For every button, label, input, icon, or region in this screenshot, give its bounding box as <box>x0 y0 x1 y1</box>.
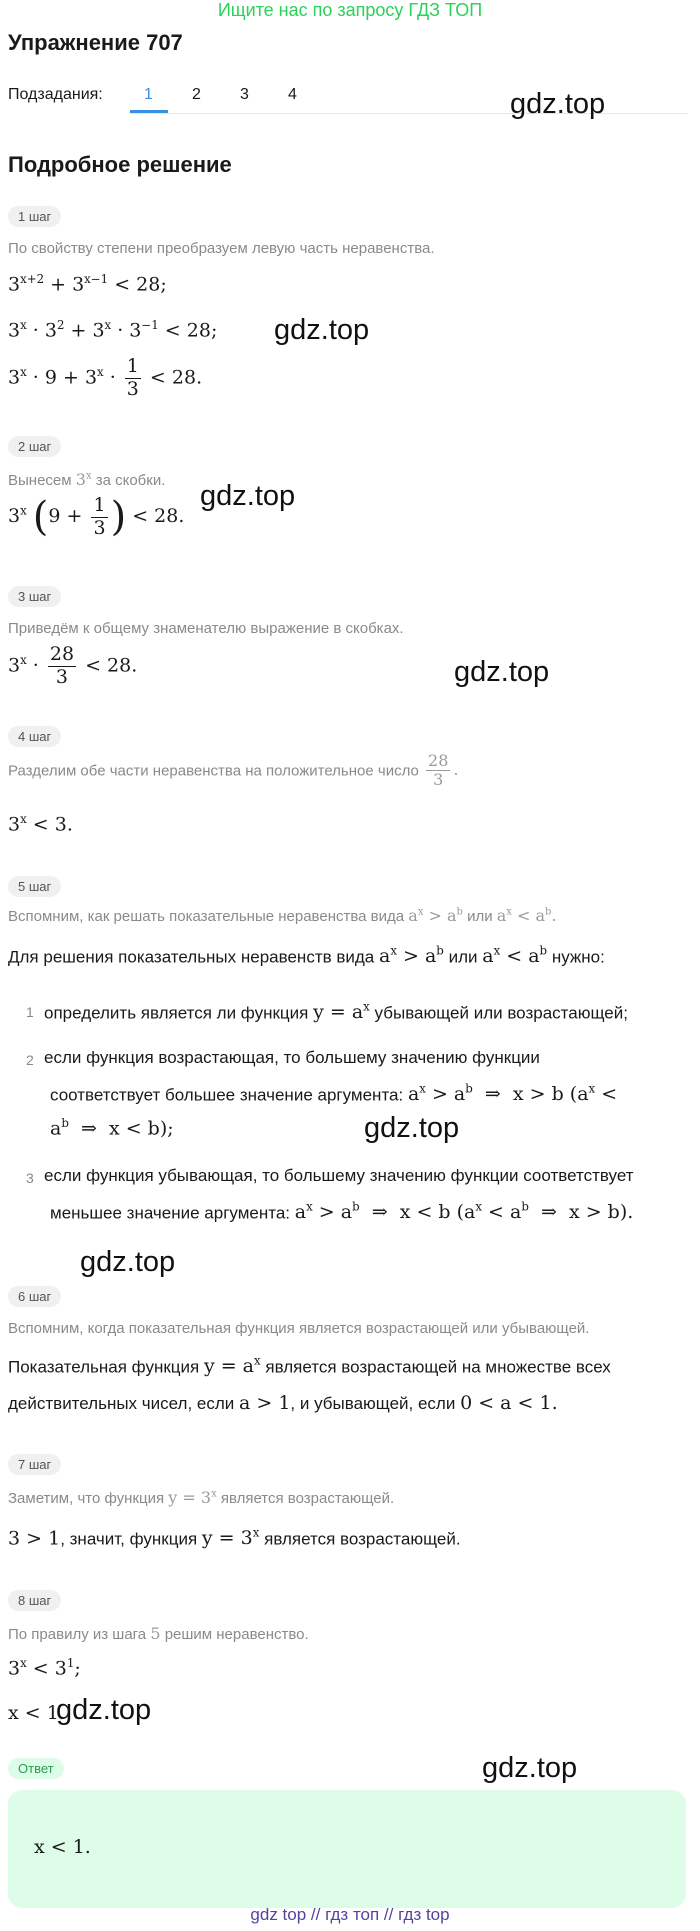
math-line: 3$^x$ (9 + $\frac{1}{3}$ ) < 28. <box>8 493 185 540</box>
step-badge: 8 шаг <box>8 1590 61 1611</box>
list-number: 1 <box>26 1004 34 1020</box>
watermark: gdz.top <box>274 314 370 346</box>
step-note: По свойству степени преобразуем левую часть неравенства. <box>8 240 435 257</box>
answer-box <box>8 1790 686 1908</box>
step-badge: 2 шаг <box>8 436 61 457</box>
step-note: Разделим обе части неравенства на положительное число $\frac{28}{3}$ . <box>8 751 459 790</box>
watermark: gdz.top <box>56 1694 152 1726</box>
math-line: $3^{x+2} + 3^{x-1} < 28$; <box>8 272 167 296</box>
step-badge: 6 шаг <box>8 1286 61 1307</box>
math-line: $3^x$ · $\frac{28}{3}$ < 28. <box>8 643 138 688</box>
tab-subtask-3[interactable]: 3 <box>240 86 249 103</box>
step-note: По правилу из шага 5 решим неравенство. <box>8 1624 309 1643</box>
step-note: Заметим, что функция $y = 3^x$ является возрастающей. <box>8 1488 395 1507</box>
step-badge: 4 шаг <box>8 726 61 747</box>
subtasks-label: Подзадания: <box>8 86 103 103</box>
step-badge: 3 шаг <box>8 586 61 607</box>
math-line: $a^b$ ⇒ x < b); <box>50 1116 174 1140</box>
math-line: $3^x \cdot 3^2 + 3^x \cdot 3^{-1} < 28$; <box>8 318 218 342</box>
step-note: Приведём к общему знаменателю выражение в скобках. <box>8 620 404 637</box>
step-text: Для решения показательных неравенств вида $a^x > a^b$ или $a^x < a^b$ нужно: <box>8 944 605 968</box>
watermark: gdz.top <box>454 656 550 688</box>
page-title: Упражнение 707 <box>8 30 183 55</box>
list-number: 3 <box>26 1170 34 1186</box>
math-line: $3^x < 3$. <box>8 812 73 836</box>
watermark: gdz.top <box>200 480 296 512</box>
footer-links[interactable]: gdz top // гдз топ // гдз top <box>250 1905 450 1924</box>
step-text: Показательная функция $y = a^x$ является возрастающей на множестве всех <box>8 1354 611 1378</box>
step-note: Вынесем 3$^x$ за скобки. <box>8 470 166 489</box>
watermark: gdz.top <box>510 88 606 120</box>
tab-subtask-2[interactable]: 2 <box>192 86 201 103</box>
math-line: x < 1. <box>8 1702 65 1724</box>
list-item: меньшее значение аргумента: $a^x > a^b$ ⇒ x < b ($a^x < a^b$ ⇒ x > b). <box>50 1200 634 1224</box>
watermark: gdz.top <box>364 1112 460 1144</box>
list-number: 2 <box>26 1052 34 1068</box>
list-item: если функция возрастающая, то большему значению функции <box>44 1048 540 1067</box>
list-item: соответствует большее значение аргумента: $a^x > a^b$ ⇒ x > b ($a^x$ < <box>50 1082 618 1106</box>
step-note: Вспомним, как решать показательные неравенства вида $a^x > a^b$ или $a^x < a^b$. <box>8 906 557 925</box>
step-note: Вспомним, когда показательная функция является возрастающей или убывающей. <box>8 1320 590 1337</box>
tab-subtask-4[interactable]: 4 <box>288 86 297 103</box>
step-badge: 7 шаг <box>8 1454 61 1475</box>
search-banner: Ищите нас по запросу ГДЗ ТОП <box>217 0 483 20</box>
step-text: 3 > 1, значит, функция $y = 3^x$ является возрастающей. <box>8 1526 461 1550</box>
step-badge: 5 шаг <box>8 876 61 897</box>
list-item: если функция убывающая, то большему значению функции соответствует <box>44 1166 634 1185</box>
tab-subtask-1[interactable]: 1 <box>144 86 153 103</box>
section-title: Подробное решение <box>8 152 232 177</box>
math-line: $3^x \cdot 9 + 3^x$ · $\frac{1}{3}$ < 28. <box>8 355 203 400</box>
math-line: $3^x < 3^1$; <box>8 1656 81 1680</box>
step-badge: 1 шаг <box>8 206 61 227</box>
step-text: действительных чисел, если a > 1, и убывающей, если 0 < a < 1. <box>8 1392 558 1414</box>
watermark: gdz.top <box>482 1752 578 1784</box>
list-item: определить является ли функция $y = a^x$ убывающей или возрастающей; <box>44 1000 628 1024</box>
watermark: gdz.top <box>80 1246 176 1278</box>
answer-badge: Ответ <box>8 1758 64 1779</box>
answer-math: x < 1. <box>34 1836 91 1858</box>
